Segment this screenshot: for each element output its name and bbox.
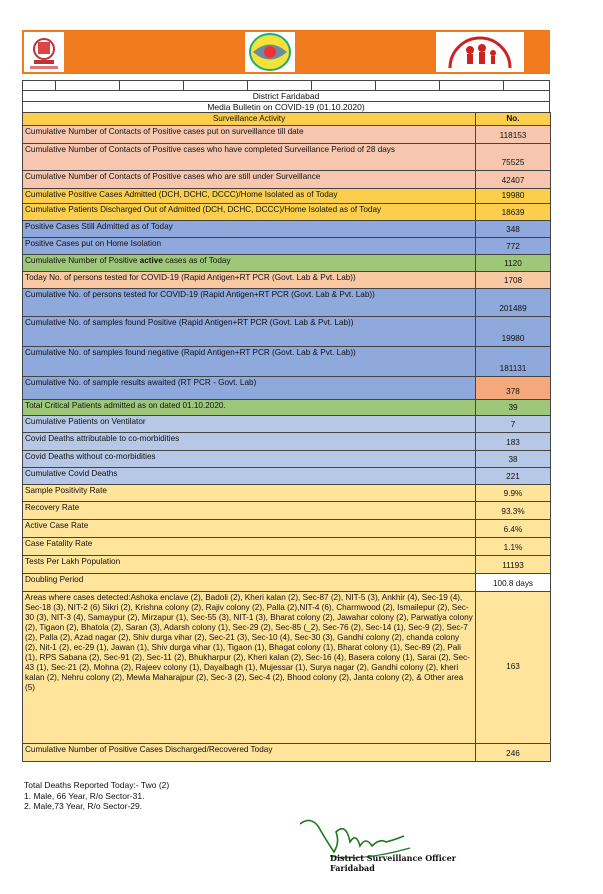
row-value: 7 xyxy=(476,416,551,433)
row-value: 100.8 days xyxy=(476,574,551,592)
row-label: Covid Deaths attributable to co-morbidities xyxy=(23,433,476,451)
row-label: Tests Per Lakh Population xyxy=(23,556,476,574)
table-row-areas xyxy=(23,592,551,744)
table-row xyxy=(23,485,551,502)
table-row xyxy=(23,255,551,272)
table-row xyxy=(23,468,551,485)
table-row xyxy=(23,574,551,592)
row-value: 93.3% xyxy=(476,502,551,520)
row-value: 181131 xyxy=(476,347,551,377)
row-label: Covid Deaths without co-morbidities xyxy=(23,451,476,468)
row-label: Today No. of persons tested for COVID-19 (Rapid Antigen+RT PCR (Govt. Lab & Pvt. Lab)) xyxy=(23,272,476,289)
row-label: Areas where cases detected:Ashoka enclave (2), Badoli (2), Kheri kalan (2), Sec-87 (2), NIT-5 (3), Ankhir (4), Sec-19 (4), Sec-18 (3), NIT-2 (6) Sikri (2), Krishna colony (2), Rajiv colony (2), Palla (2),NIT-4 (6), Charmwood (2), Ismailepur (2), Sec-30 (3), NIT-3 (4), Samaypur (2), Mirzapur (1), Sec-55 (3), NIT-1 (3), Bharat colony (2), Jawahar colony (2), Parwatiya colony (2), Tigaon (2), Bhatola (2), Saran (3), Adarsh colony (1), Sec-29 (2), Sec-85 (_2), Sec-76 (2), Sec-14 (1), Sec-9 (2), Sec-7 (2), Palla (2), Azad nagar (2), Shiv durga vihar (2), Sec-21 (3), Sec-10 (4), Sec-30 (3), Gandhi colony (2), chanda colony (2), Nit-1 (2), ec-29 (1), Jawan (1), Shiv durga vihar (1), Tigaon (1), Bhagat colony (1), Bharat colony (1), Sec-89 (2), Pali (1), RPS Sabana (2), Sec-91 (2), Sec-11 (2), Bhukharpur (2), Kheri kalan (2), Sec-16 (4), Basera colony (1), Sarai (2), Sec-43 (1), Sec-21 (2), Mohna (2), Rajeev colony (1), Dayalbagh (1), Mujessar (1), Surya nagar (2), Gandhi colony (2), kheri kalan (2), Nehru colony (2), Mewla Maharajpur (2), Sec-3 (2), Sec-4 (2), Bhood colony (2), Janta colony (2), & Other area (5) xyxy=(23,592,476,744)
row-value: 378 xyxy=(476,377,551,400)
row-value: 19980 xyxy=(476,317,551,347)
row-label: Recovery Rate xyxy=(23,502,476,520)
surveillance-table xyxy=(22,112,551,762)
row-label-post: cases as of Today xyxy=(162,256,231,265)
table-row xyxy=(23,538,551,556)
row-value: 18639 xyxy=(476,204,551,221)
row-value: 1.1% xyxy=(476,538,551,556)
row-value: 183 xyxy=(476,433,551,451)
row-value: 1708 xyxy=(476,272,551,289)
row-label: Cumulative Positive Cases Admitted (DCH, DCHC, DCCC)/Home Isolated as of Today xyxy=(23,189,476,204)
header-grid xyxy=(22,80,550,91)
row-label: Cumulative Covid Deaths xyxy=(23,468,476,485)
row-value: 42407 xyxy=(476,171,551,189)
signature-block xyxy=(330,853,456,873)
row-value: 9.9% xyxy=(476,485,551,502)
row-value: 38 xyxy=(476,451,551,468)
death-entry: 1. Male, 66 Year, R/o Sector-31. xyxy=(24,790,145,801)
deaths-today: Total Deaths Reported Today:- Two (2) xyxy=(24,780,170,790)
row-label: Case Fatality Rate xyxy=(23,538,476,556)
deaths-summary xyxy=(24,780,169,812)
row-label: Doubling Period xyxy=(23,574,476,592)
row-value: 246 xyxy=(476,744,551,762)
row-label: Cumulative No. of persons tested for COVID-19 (Rapid Antigen+RT PCR (Govt. Lab & Pvt. Lab)) xyxy=(23,289,476,317)
row-label: Active Case Rate xyxy=(23,520,476,538)
row-label: Cumulative Patients Discharged Out of Admitted (DCH, DCHC, DCCC)/Home Isolated as of Today xyxy=(23,204,476,221)
table-row xyxy=(23,502,551,520)
row-value: 1120 xyxy=(476,255,551,272)
row-value: 11193 xyxy=(476,556,551,574)
row-value: 39 xyxy=(476,400,551,416)
bulletin-title: Media Bulletin on COVID-19 (01.10.2020) xyxy=(22,102,550,113)
row-label-bold: active xyxy=(139,256,163,265)
row-label: Cumulative Patients on Ventilator xyxy=(23,416,476,433)
row-label: Cumulative Number of Positive Cases Discharged/Recovered Today xyxy=(23,744,476,762)
table-row xyxy=(23,556,551,574)
table-row xyxy=(23,289,551,317)
district-title: District Faridabad xyxy=(22,91,550,102)
national-health-mission-logo-icon xyxy=(436,32,524,72)
table-row xyxy=(23,171,551,189)
column-header-number: No. xyxy=(476,113,551,126)
table-row xyxy=(23,744,551,762)
column-header-activity: Surveillance Activity xyxy=(23,113,476,126)
row-label: Positive Cases put on Home Isolation xyxy=(23,238,476,255)
table-row xyxy=(23,520,551,538)
table-row xyxy=(23,451,551,468)
row-label-pre: Cumulative Number of Positive xyxy=(25,256,140,265)
row-label: Sample Positivity Rate xyxy=(23,485,476,502)
row-value: 6.4% xyxy=(476,520,551,538)
row-value: 348 xyxy=(476,221,551,238)
row-value: 201489 xyxy=(476,289,551,317)
table-row xyxy=(23,433,551,451)
row-label: Cumulative Number of Contacts of Positive cases put on surveillance till date xyxy=(23,126,476,144)
table-row xyxy=(23,416,551,433)
health-mission-globe-icon xyxy=(245,32,295,72)
row-value: 19980 xyxy=(476,189,551,204)
header-banner xyxy=(22,30,550,74)
table-row xyxy=(23,317,551,347)
table-row xyxy=(23,144,551,171)
signature-title: District Surveillance Officer xyxy=(330,853,456,863)
table-row xyxy=(23,189,551,204)
row-label: Cumulative No. of samples found negative (Rapid Antigen+RT PCR (Govt. Lab & Pvt. Lab)) xyxy=(23,347,476,377)
row-label: Cumulative No. of samples found Positive (Rapid Antigen+RT PCR (Govt. Lab & Pvt. Lab)) xyxy=(23,317,476,347)
row-label: Cumulative Number of Contacts of Positive cases who have completed Surveillance Period of 28 days xyxy=(23,144,476,171)
row-label: Cumulative No. of sample results awaited (RT PCR - Govt. Lab) xyxy=(23,377,476,400)
row-value: 118153 xyxy=(476,126,551,144)
row-label xyxy=(23,255,476,272)
row-label: Positive Cases Still Admitted as of Today xyxy=(23,221,476,238)
table-header-row xyxy=(23,113,551,126)
table-row xyxy=(23,238,551,255)
row-label: Cumulative Number of Contacts of Positive cases who are still under Surveillance xyxy=(23,171,476,189)
row-value: 221 xyxy=(476,468,551,485)
state-emblem-icon xyxy=(24,32,64,72)
table-row xyxy=(23,126,551,144)
row-value: 163 xyxy=(476,592,551,744)
table-row xyxy=(23,221,551,238)
table-row xyxy=(23,272,551,289)
row-label: Total Critical Patients admitted as on dated 01.10.2020. xyxy=(23,400,476,416)
table-row xyxy=(23,204,551,221)
signature-place: Faridabad xyxy=(330,863,375,873)
row-value: 75525 xyxy=(476,144,551,171)
table-row xyxy=(23,347,551,377)
table-row xyxy=(23,377,551,400)
row-value: 772 xyxy=(476,238,551,255)
table-row xyxy=(23,400,551,416)
death-entry: 2. Male,73 Year, R/o Sector-29. xyxy=(24,801,143,811)
